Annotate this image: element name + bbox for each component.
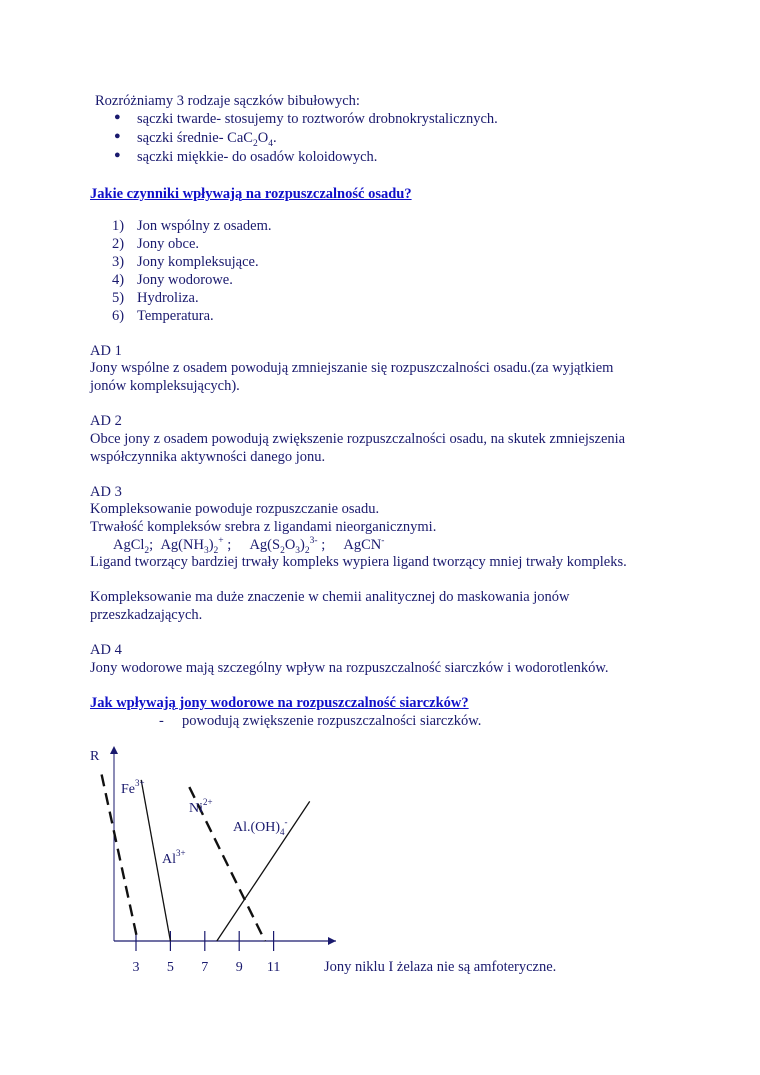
ad3-text: przeszkadzających. [90, 607, 203, 623]
list-item: Jon wspólny z osadem. [137, 218, 272, 234]
bullet-icon: ● [114, 130, 121, 142]
list-item: Jony kompleksujące. [137, 254, 259, 270]
series-label: $Fe^{3+}$ [121, 778, 145, 797]
intro-text: Rozróżniamy 3 rodzaje sączków bibułowych: [95, 93, 360, 109]
dash-marker: - [159, 713, 164, 729]
ad2-title: AD 2 [90, 413, 122, 429]
x-tick-label: 3 [132, 960, 140, 975]
list-number: 4) [112, 272, 125, 288]
list-item: Hydroliza. [137, 290, 199, 306]
list-number: 3) [112, 254, 125, 270]
ad4-text: Jony wodorowe mają szczególny wpływ na rozpuszczalność siarczków i wodorotlenków. [90, 660, 609, 676]
bullet-icon: ● [114, 149, 121, 161]
list-item: Jony obce. [137, 236, 200, 252]
ad3-title: AD 3 [90, 484, 122, 500]
series-label: $Al.(OH)_4^-$ [233, 817, 288, 837]
dash-item: powodują zwiększenie rozpuszczalności siarczków. [182, 713, 482, 729]
bullet-item: sączki średnie- $CaC_2O_4$. [137, 130, 277, 149]
ad2-text: Obce jony z osadem powodują zwiększenie rozpuszczalności osadu, na skutek zmniejszenia [90, 431, 626, 447]
bullet-item: sączki twarde- stosujemy to roztworów drobnokrystalicznych. [137, 111, 498, 127]
x-tick-label: 11 [266, 960, 281, 975]
bullet-item: sączki miękkie- do osadów koloidowych. [137, 149, 378, 165]
ad1-title: AD 1 [90, 343, 122, 359]
ad3-text: Kompleksowanie ma duże znaczenie w chemii analitycznej do maskowania jonów [90, 589, 570, 605]
bullet-icon: ● [114, 111, 121, 123]
chart-note: Jony niklu I żelaza nie są amfoteryczne. [324, 959, 557, 975]
heading-hydrogen-ions: Jak wpływają jony wodorowe na rozpuszczalność siarczków? [90, 695, 469, 711]
ad1-text: jonów kompleksujących). [90, 378, 240, 394]
series-label: $Ni^{2+}$ [189, 797, 213, 816]
y-axis-arrow [110, 746, 118, 754]
y-axis-label: R [90, 749, 100, 764]
heading-factors: Jakie czynniki wpływają na rozpuszczalność osadu? [90, 186, 412, 202]
ad3-text: Trwałość kompleksów srebra z ligandami nieorganicznymi. [90, 519, 437, 535]
ad2-text: współczynnika aktywności danego jonu. [90, 449, 326, 465]
list-item: Temperatura. [137, 308, 214, 324]
x-tick-label: 9 [235, 960, 243, 975]
list-number: 1) [112, 218, 125, 234]
series-line-fe [102, 775, 138, 941]
list-number: 6) [112, 308, 125, 324]
list-item: Jony wodorowe. [137, 272, 233, 288]
series-label: $Al^{3+}$ [162, 848, 186, 867]
ad1-text: Jony wspólne z osadem powodują zmniejszanie się rozpuszczalności osadu.(za wyjątkiem [90, 360, 614, 376]
list-number: 5) [112, 290, 125, 306]
ad4-title: AD 4 [90, 642, 122, 658]
x-tick-label: 5 [166, 960, 174, 975]
ad3-text: Kompleksowanie powoduje rozpuszczanie osadu. [90, 501, 380, 517]
ad3-text: Ligand tworzący bardziej trwały kompleks wypiera ligand tworzący mniej trwały kompleks. [90, 554, 627, 570]
chart-axes [110, 746, 336, 951]
x-axis-arrow [328, 937, 336, 945]
silver-complex-formulas: AgCl$_2$; $Ag(NH_3)_2^+$ ; $Ag(S_2O_3)_2^{3-}$ ; AgCN- [113, 536, 385, 556]
x-tick-label: 7 [201, 960, 209, 975]
list-number: 2) [112, 236, 125, 252]
